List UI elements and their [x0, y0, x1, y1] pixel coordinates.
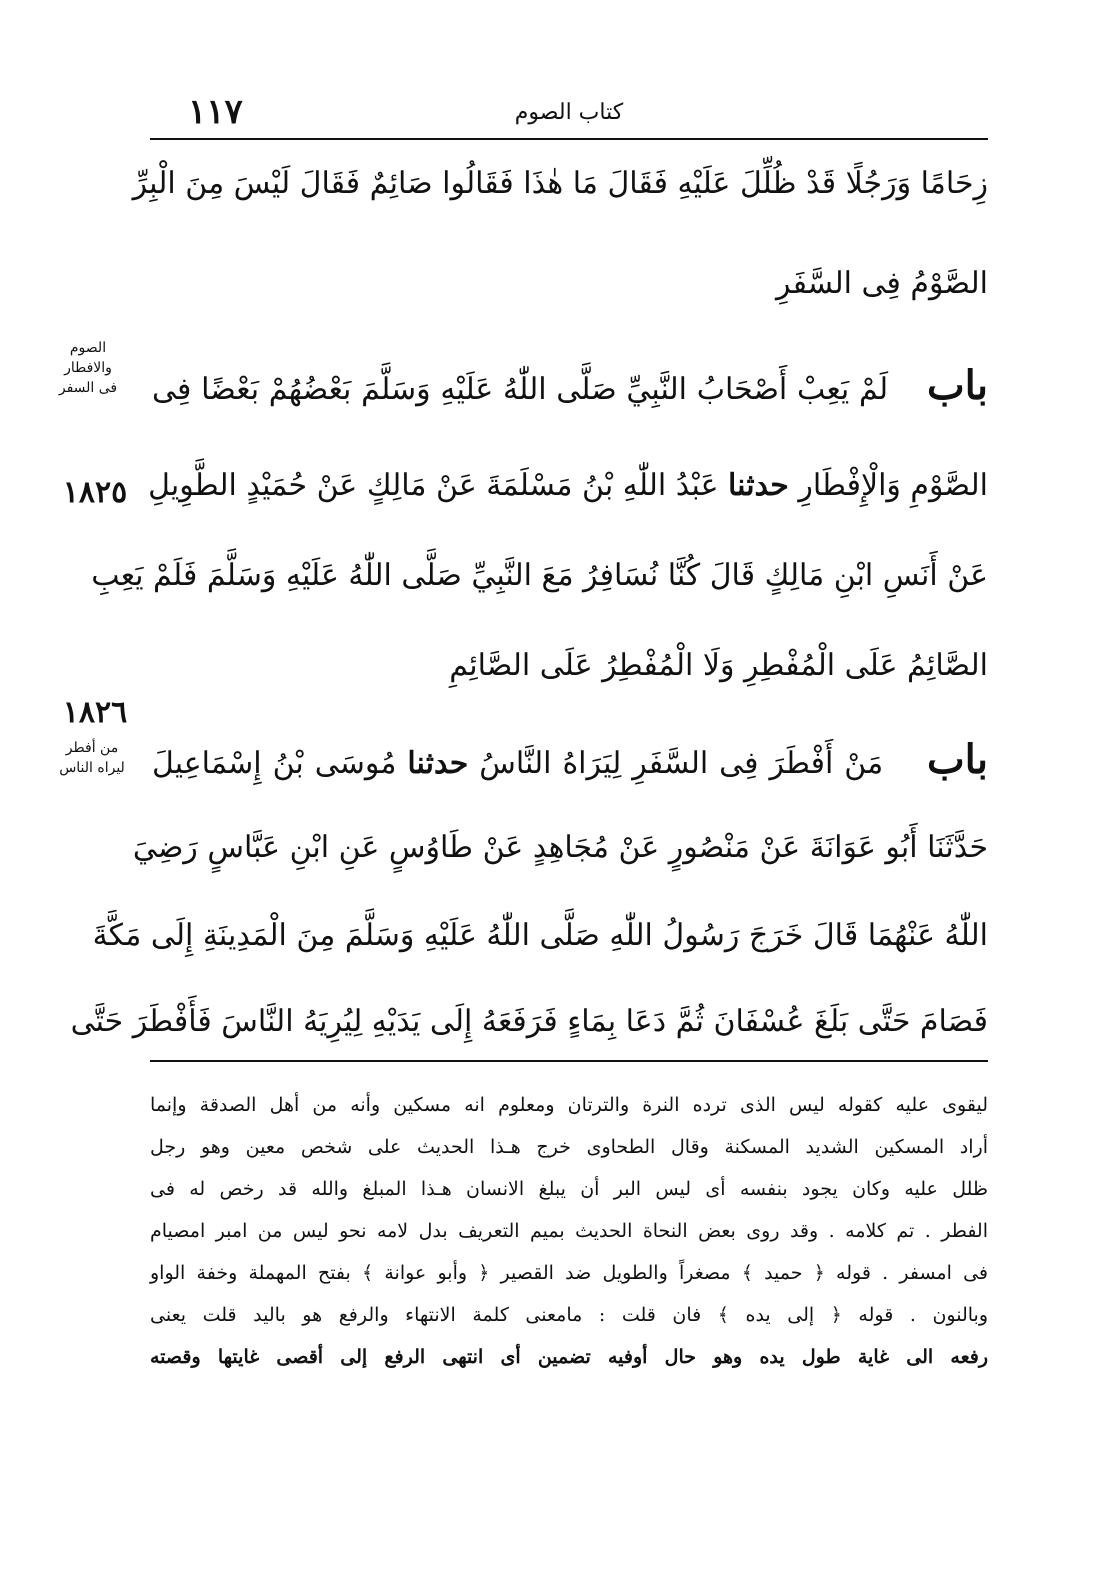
main-line: زِحَامًا وَرَجُلًا قَدْ ظُلِّلَ عَلَيْهِ فَقَالَ مَا هٰذَا فَقَالُوا صَائِمٌ فَقَالَ لَيْسَ مِنَ الْبِرِّ — [132, 166, 988, 201]
main-line-text: مُوسَى بْنُ إِسْمَاعِيلَ — [152, 746, 408, 781]
footnote-line: ليقوى عليه كقوله ليس الذى ترده النرة والترتان ومعلوم انه مسكين وأنه من أهل الصدقة وإنما — [150, 1094, 988, 1116]
margin-note-chapter-1 — [48, 338, 128, 398]
page-header — [150, 88, 988, 138]
main-line: الصَّوْمُ فِى السَّفَرِ — [776, 266, 988, 301]
hadith-number-1826: ١٨٢٦ — [62, 695, 128, 730]
footnote-line: فى امسفر . قوله ﴿ حميد ﴾ مصغراً والطويل ضد القصير ﴿ وأبو عوانة ﴾ بفتح المهملة وخفة الواو — [150, 1262, 988, 1284]
margin-note-chapter-2 — [46, 738, 138, 778]
main-line: اللّٰهُ عَنْهُمَا قَالَ خَرَجَ رَسُولُ اللّٰهِ صَلَّى اللّٰهُ عَلَيْهِ وَسَلَّمَ مِنَ الْمَدِينَةِ إِلَى مَكَّةَ — [92, 918, 988, 953]
haddathana-marker: حدثنا — [728, 468, 789, 503]
margin-note-line: الصوم — [69, 340, 107, 356]
chapter-heading-bab: باب — [927, 736, 988, 783]
footnote-rule — [150, 1060, 988, 1062]
running-title: كتاب الصوم — [514, 100, 624, 125]
margin-note-line: من أفطر — [65, 740, 119, 756]
main-line: الصَّائِمُ عَلَى الْمُفْطِرِ وَلَا الْمُفْطِرُ عَلَى الصَّائِمِ — [449, 648, 988, 683]
footnote-line: وبالنون . قوله ﴿ إلى يده ﴾ فان قلت : مامعنى كلمة الانتهاء والرفع هو باليد قلت يعنى — [150, 1304, 988, 1326]
margin-note-line: فى السفر — [58, 380, 118, 396]
main-line-text: مَنْ أَفْطَرَ فِى السَّفَرِ لِيَرَاهُ النَّاسُ — [468, 746, 884, 781]
margin-note-line: والافطار — [64, 360, 112, 376]
main-line-text: عَبْدُ اللّٰهِ بْنُ مَسْلَمَةَ عَنْ مَالِكٍ عَنْ حُمَيْدٍ الطَّوِيلِ — [148, 468, 728, 503]
margin-note-line: ليراه الناس — [59, 760, 125, 776]
main-line: حَدَّثَنَا أَبُو عَوَانَةَ عَنْ مَنْصُورٍ عَنْ مُجَاهِدٍ عَنْ طَاوُسٍ عَنِ ابْنِ عَبَّاسٍ رَضِيَ — [132, 830, 988, 865]
footnote-line: رفعه الى غاية طول يده وهو حال أوفيه تضمين أى انتهى الرفع إلى أقصى غايتها وقصته — [150, 1346, 988, 1368]
footnote-line: أراد المسكين الشديد المسكنة وقال الطحاوى خرج هـذا الحديث على شخص معين وهو رجل — [150, 1136, 988, 1158]
main-line-bab — [152, 356, 988, 416]
main-line-bab — [152, 730, 988, 790]
haddathana-marker: حدثنا — [407, 746, 469, 781]
page-number: ١١٧ — [188, 92, 243, 132]
hadith-number-1825: ١٨٢٥ — [62, 475, 128, 510]
main-line: فَصَامَ حَتَّى بَلَغَ عُسْفَانَ ثُمَّ دَعَا بِمَاءٍ فَرَفَعَهُ إِلَى يَدَيْهِ لِيُرِيَهُ النَّاسَ فَأَفْطَرَ حَتَّى — [70, 1004, 988, 1039]
footnote-line: الفطر . تم كلامه . وقد روى بعض النحاة الحديث بميم التعريف بدل لامه نحو ليس من امبر امصيام — [150, 1220, 988, 1242]
footnote-line: ظلل عليه وكان يجود بنفسه أى ليس البر أن يبلغ الانسان هـذا المبلغ والله قد رخص له فى — [150, 1178, 988, 1200]
header-rule — [150, 138, 988, 140]
main-line: عَنْ أَنَسِ ابْنِ مَالِكٍ قَالَ كُنَّا نُسَافِرُ مَعَ النَّبِيِّ صَلَّى اللّٰهُ عَلَيْهِ وَسَلَّمَ فَلَمْ يَعِبِ — [91, 558, 988, 593]
main-line-text: لَمْ يَعِبْ أَصْحَابُ النَّبِيِّ صَلَّى اللّٰهُ عَلَيْهِ وَسَلَّمَ بَعْضُهُمْ بَعْضًا فِى — [152, 372, 889, 407]
main-line-text: الصَّوْمِ وَالْإِفْطَارِ — [788, 468, 988, 503]
main-line-haddathana — [148, 456, 988, 516]
chapter-heading-bab: باب — [927, 362, 988, 409]
